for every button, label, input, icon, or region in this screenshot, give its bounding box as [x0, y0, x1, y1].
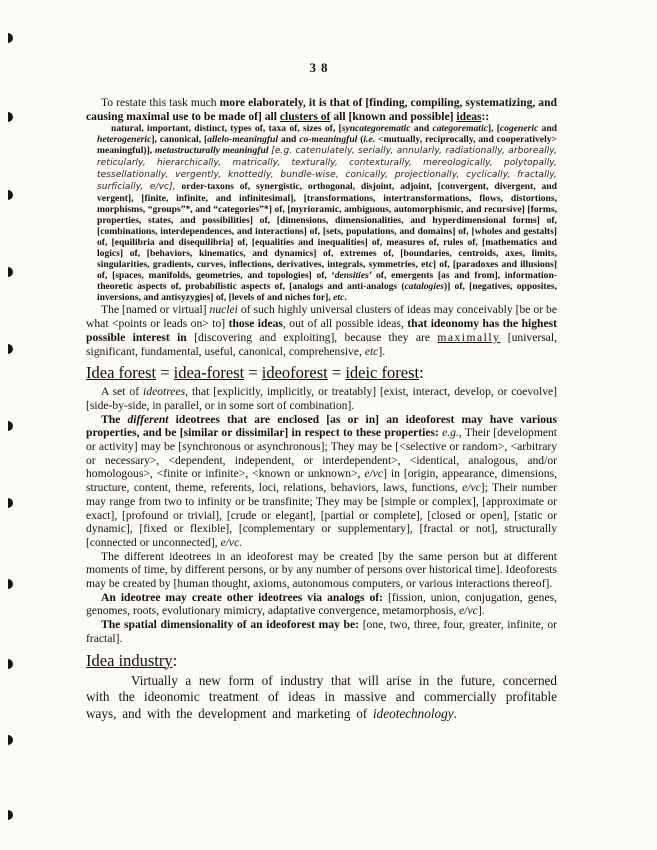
- text-segment: , out of all possible ideas,: [282, 317, 408, 331]
- text-segment: ideotrees that are enclosed [as or in] an ideoforest may have various properties, and be [similar or dissimilar] in respect to these properties:: [86, 412, 557, 440]
- text-segment: ], canonical, [: [151, 134, 208, 146]
- binding-mark: [8, 190, 13, 200]
- text-segment: cogeneric: [499, 123, 539, 135]
- para-ideotrees-created: [86, 550, 557, 591]
- text-segment: :: [172, 650, 178, 670]
- text-segment: :: [419, 363, 424, 383]
- para-restate: [86, 96, 557, 123]
- para-clusters-fine-list: [97, 123, 557, 303]
- text-segment: ], [: [487, 123, 500, 135]
- text-segment: syncategorematic: [341, 123, 411, 135]
- text-segment: e/vc: [364, 467, 384, 481]
- text-segment: ideotechnology: [372, 706, 454, 722]
- text-segment: and: [278, 134, 300, 146]
- text-segment: etc: [364, 344, 379, 358]
- text-segment: )] of, [negatives, opposites, inversions, and antisyzygies] of, [levels of and niches for],: [97, 281, 557, 304]
- text-segment: densities: [334, 270, 369, 282]
- text-segment: [fission, union, conjugation, genes, genomes, roots, evolutionary mimicry, adaptative convergence, metamorphosis,: [86, 590, 558, 618]
- text-segment: An ideotree may create other ideotrees via analogs of:: [101, 590, 384, 604]
- text-segment: =: [156, 363, 174, 383]
- document-content: [86, 96, 557, 723]
- binding-mark: [8, 421, 13, 431]
- text-segment: ::: [481, 109, 490, 123]
- text-segment: idea-forest: [173, 363, 245, 383]
- text-segment: co-meaningful: [299, 134, 358, 146]
- para-ideotree-creates-others: [86, 591, 557, 618]
- binding-mark: [8, 810, 13, 820]
- text-segment: Idea forest: [86, 363, 157, 383]
- text-segment: Their [development or activity] may be [synchronous or asynchronous]; They may be [<selective or random>, <arbitrary or necessary>, <dependent, independent, or interdependent>, <identical, analogous, and/or homologous>, <finite or infinite>, <known or unknown>,: [86, 426, 557, 481]
- text-segment: Idea industry: [86, 650, 173, 670]
- text-segment: and: [410, 123, 433, 135]
- text-segment: ].: [477, 604, 485, 618]
- text-segment: To restate this task much: [101, 96, 220, 109]
- text-segment: .: [239, 535, 243, 549]
- heading-idea-industry: [86, 651, 557, 670]
- text-segment: The different ideotrees in an ideoforest may be created [by the same person but at different moments of time, by different persons, or by any number of persons over historical time]. Ideoforests may be created by [human thought, axioms, autonomous computers, or various interactions thereof].: [86, 549, 557, 591]
- text-segment: metastructurally meaningful: [154, 145, 269, 157]
- text-segment: <mutually, reciprocally, and cooperatively> meaningful)],: [97, 134, 557, 157]
- text-segment: The spatial dimensionality of an ideoforest may be:: [101, 618, 360, 632]
- binding-mark: [8, 33, 13, 43]
- text-segment: e/vc: [220, 535, 240, 549]
- text-segment: ’ of, emergents [as and from], information-theoretic aspects of, probabilistic aspects of, [analogs and anti-analogs (: [97, 270, 557, 293]
- text-segment: ] in [origin, appearance, dimensions, structure, content, theme, referents, loci, relations, behaviors, laws, functions,: [86, 467, 557, 495]
- text-segment: e/vc: [459, 604, 478, 618]
- text-segment: order-taxons of, synergistic, orthogonal, disjoint, adjoint, [convergent, divergent, and vergent], [finite, infinite, and infinitesimal], [transformations, intertransformations, flows, distortions, morphisms, “groups”*, and “categories”*] of, [myrioramic, ambiguous, automorphismic, and recursive] [forms, properties, states, and possibilities] of, [dimensions, dimensionalities, and hyperdimensional forms] of, [combinations, interdependences, and interactions] of, [sets, populations, and domains] of, [wholes and gestalts] of, [equilibria and disequilibria] of, [equalities and inequalities] of, measures of, rules of, [mathematics and logics] of, [behaviors, kinematics, and dynamics] of, extremes of, [boundaries, centroids, axes, limits, singularities, gradients, curves, inflections, derivatives, integrals, symmetries, etc] of, [paradoxes and illusions] of, [spaces, manifolds, geometries, and topologies] of, ‘: [97, 181, 557, 282]
- text-segment: ideic forest: [345, 363, 420, 383]
- text-segment: A set of: [101, 385, 144, 399]
- text-segment: The: [101, 412, 128, 426]
- text-segment: =: [244, 363, 262, 383]
- text-segment: different: [127, 412, 169, 426]
- text-segment: more elaborately, it is that of [finding, compiling, systematizing, and causing maximal use to be made of] all: [86, 96, 558, 123]
- text-segment: all [known and possible]: [330, 109, 457, 123]
- text-segment: and: [538, 123, 558, 135]
- text-segment: ideoforest: [261, 363, 328, 383]
- text-segment: i.e.: [363, 134, 376, 146]
- text-segment: categorematic: [432, 123, 488, 135]
- text-segment: maximally: [437, 330, 501, 344]
- text-segment: etc: [333, 292, 345, 304]
- binding-mark: [8, 579, 13, 589]
- heading-idea-forest: [86, 363, 557, 382]
- binding-mark: [8, 344, 13, 354]
- text-segment: nuclei: [209, 303, 238, 317]
- text-segment: .: [344, 292, 347, 304]
- text-segment: (: [357, 134, 364, 146]
- page-number: 38: [309, 60, 333, 75]
- para-idea-industry: [86, 673, 557, 724]
- text-segment: , that [explicitly, implicitly, or treatably] [exist, interact, develop, or coevolve] [side-by-side, in parallel, or in some sort of combination].: [86, 385, 557, 412]
- text-segment: .: [453, 706, 457, 722]
- text-segment: those ideas: [228, 317, 283, 331]
- text-segment: e.g.,: [442, 426, 462, 440]
- text-segment: catalogies: [404, 281, 444, 293]
- text-segment: allelo-meaningful: [207, 134, 279, 146]
- text-segment: that ideonomy has the highest possible interest in: [86, 317, 557, 344]
- para-spatial-dimensionality: [86, 618, 557, 645]
- text-segment: e/vc: [462, 481, 481, 495]
- text-segment: clusters of: [279, 109, 331, 123]
- text-segment: heterogeneric: [97, 134, 152, 146]
- text-segment: natural, important, distinct, types of, taxa of, sizes of, [: [111, 123, 342, 135]
- text-segment: ideas: [456, 109, 482, 123]
- text-segment: [discovering and exploiting], because they are: [186, 330, 438, 344]
- para-different-ideotrees-properties: [86, 413, 557, 550]
- text-segment: ]; Their number may range from two to infinity or be transfinite; They may be [simple or complex], [approximate or exact], [profound or trivial], [crude or elegant], [partial or complete], [closed or open], [static or dynamic], [fixed or flexible], [complementary or supplementary], [fractal or not], structurally [connected or unconnected],: [86, 481, 557, 549]
- text-segment: [one, two, three, four, greater, infinite, or fractal].: [86, 618, 557, 645]
- text-segment: =: [327, 363, 346, 383]
- text-segment: [universal, significant, fundamental, useful, canonical, comprehensive,: [86, 330, 558, 358]
- text-segment: The [named or virtual]: [101, 303, 210, 317]
- text-segment: Virtually a new form of industry that will arise in the future, concerned with the ideonomic treatment of ideas in massive and commercially profitable ways, and with the development and marketing of: [86, 672, 557, 722]
- binding-mark: [8, 659, 13, 669]
- para-set-of-ideotrees: [86, 385, 557, 412]
- text-segment: of such highly universal clusters of ideas may conceivably [be or be what <points or leads on> to]: [86, 303, 558, 331]
- binding-mark: [8, 112, 13, 122]
- binding-mark: [8, 498, 13, 508]
- text-segment: [e.g. catenulately, serially, annularly, radiationally, arboreally, reticularly, hierarchically, matrically, texturally, contexturally, mereologically, polytopally, tessellationally, vergently, knottedly, bundle-wise, conically, projectionally, cyclically, fractally, surficially, e/vc],: [97, 146, 557, 193]
- text-segment: ideotrees: [143, 385, 186, 399]
- binding-mark: [8, 735, 13, 745]
- text-segment: ].: [378, 344, 386, 358]
- binding-mark: [8, 267, 13, 277]
- para-nuclei: [86, 303, 557, 358]
